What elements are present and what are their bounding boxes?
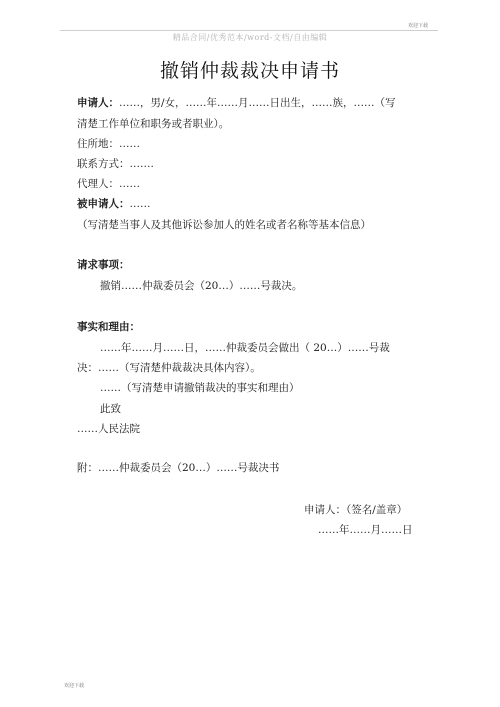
attachment-line: 附：……仲裁委员会（20…）……号裁决书	[77, 462, 280, 474]
request-label: 请求事项：	[77, 259, 130, 271]
respondent-text: ……	[129, 198, 151, 210]
header-corner-label: 欢迎下载	[407, 23, 428, 29]
respondent-note: （写清楚当事人及其他诉讼参加人的姓名或者名称等基本信息）	[77, 219, 371, 231]
address-line: 住所地：……	[77, 138, 140, 150]
respondent-line	[77, 197, 151, 211]
watermark-text: 精品合同/优秀范本/word-文档/自由编辑	[172, 33, 328, 42]
facts-line-2: 决：……（写清楚仲裁裁决具体内容）。	[77, 362, 261, 374]
request-text: 撤销……仲裁委员会（20…）……号裁决。	[100, 280, 303, 292]
applicant-line	[77, 96, 396, 110]
applicant-label: 申请人：	[77, 97, 119, 109]
signature-line: 申请人：（签名/盖章）	[304, 504, 408, 516]
footer-corner-label: 欢迎下载	[64, 683, 85, 689]
applicant-text: ……，男/女，……年……月……日出生，……族，……（写	[119, 97, 396, 109]
facts-label: 事实和理由：	[77, 321, 140, 333]
agent-line: 代理人：……	[77, 178, 140, 190]
facts-line-1: ……年……月……日，……仲裁委员会做出（ 20…）……号裁	[100, 342, 390, 354]
date-line: ……年……月……日	[318, 524, 413, 536]
court-name: ……人民法院	[77, 423, 140, 435]
contact-line: 联系方式：…….	[77, 158, 154, 170]
respondent-label: 被申请人：	[77, 198, 130, 210]
applicant-line-2: 清楚工作单位和职务或者职业）。	[77, 118, 230, 130]
salutation: 此致	[100, 403, 121, 415]
header-rule	[60, 30, 438, 31]
facts-line-3: ……（写清楚申请撤销裁决的事实和理由）	[100, 382, 300, 394]
document-title: 撤销仲裁裁决申请书	[159, 60, 340, 82]
